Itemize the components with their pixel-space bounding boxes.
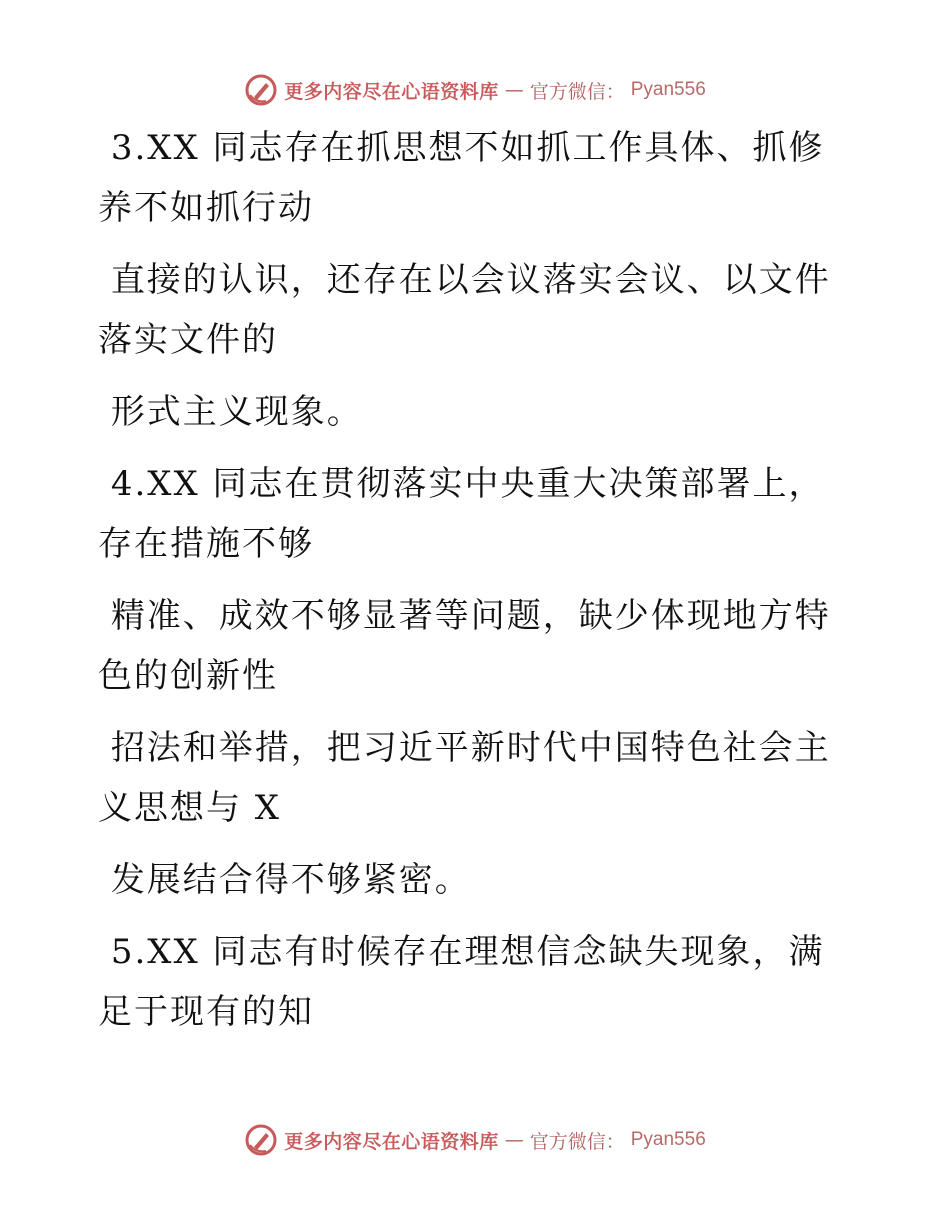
banner-dash: — xyxy=(504,79,524,101)
paragraph: 发展结合得不够紧密。 xyxy=(98,860,471,900)
footer-wechat-id: Pyan556 xyxy=(630,1129,706,1150)
footer-wechat-label: 官方微信： xyxy=(529,1130,625,1153)
footer-dash: — xyxy=(504,1129,524,1151)
footer-site-text: 更多内容尽在心语资料库 xyxy=(284,1130,499,1153)
paragraph: 形式主义现象。 xyxy=(98,392,363,432)
footer-banner xyxy=(0,1120,950,1160)
paragraph: 直接的认识，还存在以会议落实会议、以文件落实文件的 xyxy=(98,260,831,360)
document-body xyxy=(98,118,858,1054)
header-banner xyxy=(0,70,950,110)
paragraph: 4.XX 同志在贯彻落实中央重大决策部署上，存在措施不够 xyxy=(98,464,825,564)
banner-wechat-label: 官方微信： xyxy=(529,80,625,103)
paragraph: 精准、成效不够显著等问题，缺少体现地方特色的创新性 xyxy=(98,596,831,696)
pen-logo-icon xyxy=(244,1123,278,1157)
banner-site-text: 更多内容尽在心语资料库 xyxy=(284,80,499,103)
pen-logo-icon xyxy=(244,73,278,107)
banner-wechat-id: Pyan556 xyxy=(630,79,706,100)
paragraph: 5.XX 同志有时候存在理想信念缺失现象，满足于现有的知 xyxy=(98,932,825,1032)
paragraph: 招法和举措，把习近平新时代中国特色社会主义思想与 X xyxy=(98,728,831,828)
paragraph: 3.XX 同志存在抓思想不如抓工作具体、抓修养不如抓行动 xyxy=(98,128,825,228)
